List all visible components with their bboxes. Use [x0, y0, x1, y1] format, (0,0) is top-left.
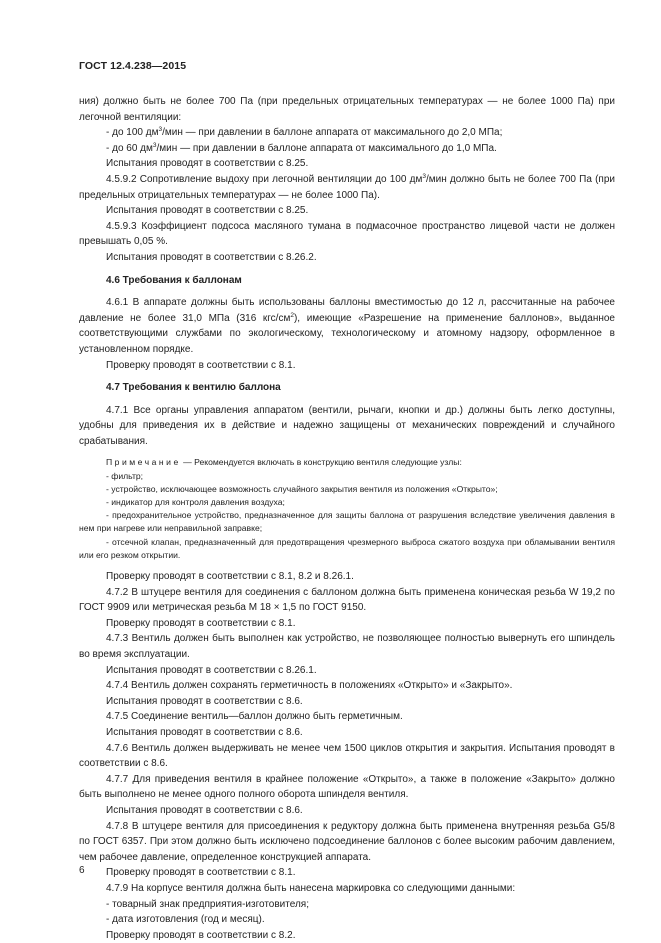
paragraph: 4.5.9.3 Коэффициент подсоса масляного тумана в подмасочное пространство лицевой части не должен превышать 0,05 %. [79, 220, 615, 248]
paragraph: Проверку проводят в соответствии с 8.1. [106, 867, 296, 879]
paragraph: Испытания проводят в соответствии с 8.26.2. [106, 251, 317, 263]
paragraph: Проверку проводят в соответствии с 8.1. [106, 617, 296, 629]
paragraph: - дата изготовления (год и месяц). [106, 914, 265, 926]
paragraph: Испытания проводят в соответствии с 8.6. [106, 695, 303, 707]
page-header-title: ГОСТ 12.4.238—2015 [79, 60, 187, 72]
paragraph: 4.7.7 Для приведения вентиля в крайнее положение «Открыто», а также в положение «Закрыто» должно быть выполнено не менее одного полного оборота шпинделя вентиля. [79, 773, 615, 801]
section-heading: 4.6 Требования к баллонам [106, 274, 242, 286]
note-line: - устройство, исключающее возможность случайного закрытия вентиля из положения «Открыто»; [106, 483, 498, 494]
paragraph: - товарный знак предприятия-изготовителя; [106, 898, 309, 910]
page-number: 6 [79, 865, 85, 876]
paragraph: 4.6.1 В аппарате должны быть использованы баллоны вместимостью до 12 л, рассчитанные на рабочее давление не более 31,0 МПа (316 кгс/$см^2$), имеющие «Разрешение на применение баллонов», выданное соответствующими службами по экологическому, технологическому и атомному надзору, оформленное в установленном порядке. [79, 297, 615, 355]
paragraph: ния) должно быть не более 700 Па (при предельных отрицательных температурах — не более 1000 Па) при легочной вентиляции: [79, 96, 615, 123]
paragraph: Проверку проводят в соответствии с 8.2. [106, 929, 296, 941]
paragraph: Испытания проводят в соответствии с 8.25. [106, 158, 309, 170]
spacer [79, 288, 615, 295]
paragraph: - до 100 $дм^3$/мин — при давлении в баллоне аппарата от максимального до 2,0 МПа; [106, 126, 503, 139]
spacer [79, 449, 615, 456]
paragraph: 4.7.8 В штуцере вентиля для присоединения к редуктору должна быть применена внутренняя резьба G5/8 по ГОСТ 6357. При этом должно быть исключено подсоединение баллонов с более высоким рабочим давлением, чем рабочее давление, определенное конструкцией аппарата. [79, 820, 615, 863]
paragraph: Испытания проводят в соответствии с 8.26.1. [106, 664, 317, 676]
note-line: - фильтр; [106, 470, 144, 481]
paragraph: 4.5.9.2 Сопротивление выдоху при легочной вентиляции до 100 $дм^3$/мин должно быть не более 700 Па (при предельных отрицательных температурах — не более 1000 Па). [79, 172, 615, 201]
paragraph: Проверку проводят в соответствии с 8.1. [106, 359, 296, 371]
paragraph: 4.7.1 Все органы управления аппаратом (вентили, рычаги, кнопки и др.) должны быть легко доступны, удобны для приведения их в действие и надежно защищены от механических повреждений и случайного срабатывания. [79, 404, 615, 447]
paragraph: 4.7.4 Вентиль должен сохранять герметичность в положениях «Открыто» и «Закрыто». [106, 680, 513, 692]
paragraph: Проверку проводят в соответствии с 8.1, 8.2 и 8.26.1. [106, 571, 354, 583]
spacer [79, 266, 615, 273]
note-line: - предохранительное устройство, предназначенное для защиты баллона от разрушения вследствие увеличения давления в нем при нагреве или неправильной заправке; [79, 510, 615, 534]
spacer [79, 562, 615, 569]
paragraph: 4.7.3 Вентиль должен быть выполнен как устройство, не позволяющее полностью вывернуть его шпиндель во время эксплуатации. [79, 633, 615, 661]
paragraph: 4.7.5 Соединение вентиль—баллон должно быть герметичным. [106, 711, 403, 723]
paragraph: 4.7.9 На корпусе вентиля должна быть нанесена маркировка со следующими данными: [106, 882, 516, 894]
note-label: Примечание [106, 457, 181, 468]
spacer [79, 373, 615, 380]
paragraph: Испытания проводят в соответствии с 8.25. [106, 205, 309, 217]
paragraph: Испытания проводят в соответствии с 8.6. [106, 805, 303, 816]
note-line: - отсечной клапан, предназначенный для предотвращения чрезмерного выброса сжатого воздуха при обламывании вентиля или его резком открытии. [79, 536, 615, 560]
paragraph: 4.7.2 В штуцере вентиля для соединения с баллоном должна быть применена коническая резьба W 19,2 по ГОСТ 9909 или метрическая резьба М 18 × 1,5 по ГОСТ 9150. [79, 586, 615, 614]
spacer [79, 396, 615, 403]
section-heading: 4.7 Требования к вентилю баллона [106, 382, 281, 394]
note-line [79, 456, 615, 469]
note-text: — Рекомендуется включать в конструкцию вентиля следующие узлы: [180, 457, 462, 468]
document-body [79, 94, 615, 943]
paragraph: Испытания проводят в соответствии с 8.6. [106, 727, 303, 739]
paragraph: 4.7.6 Вентиль должен выдерживать не менее чем 1500 циклов открытия и закрытия. Испытания проводят в соответствии с 8.6. [79, 742, 615, 770]
paragraph: - до 60 $дм^3$/мин — при давлении в баллоне аппарата от максимального до 1,0 МПа. [106, 141, 497, 154]
note-line: - индикатор для контроля давления воздуха; [106, 497, 285, 508]
